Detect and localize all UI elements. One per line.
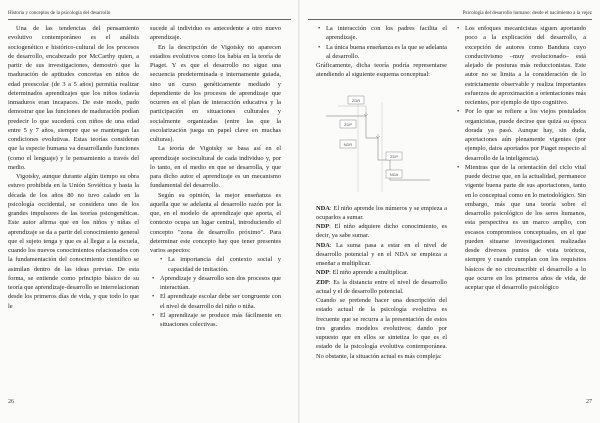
list-item: • El aprendizaje se produce más fácilmente en situaciones colectivas. bbox=[150, 311, 281, 330]
definition-text: : El niño aprende los números y se empieza a ocuparlos a sumar. bbox=[316, 204, 447, 221]
list-item: • Por lo que se refiere a los viejos postulados organicistas, puede decirse que quizá su época dorada ya pasó. Aunque hay, sin duda, aportaciones aún plenamente vigentes (por ejemplo, datos aportados por Piaget respecto al desarrollo de la inteligencia). bbox=[455, 107, 586, 163]
page-number-right: 27 bbox=[586, 399, 592, 405]
models-list bbox=[455, 24, 586, 292]
definition-text: : Es la distancia entre el nivel de desarrollo actual y el de desarrollo potencial. bbox=[316, 278, 447, 295]
definition bbox=[316, 268, 447, 277]
paragraph: Una de las tendencias del pensamiento evolutivo contemporáneo es el análisis sociogenético e histórico-cultural de los procesos de desarrollo, encabezado por McCarthy quien, a partir de sus investigaciones, demostró que la maduración de aptitudes concretas en niños de edad preescolar (de 3 a 5 años) permitía realizar determinados aprendizajes que los niños todavía inmaduros eran incapaces. De este modo, pudo demostrar que las funciones de maduración podían predecir lo que sucederá con niños de una edad entre 5 y 7 años, siempre que se mantengan las condiciones evolutivas. Estas teorías consideran que la especie humana va desarrollando funciones (como el lenguaje) y le pensamiento a través del medio. bbox=[8, 25, 139, 171]
definition-term: ZDP bbox=[316, 278, 329, 286]
page-number-left: 26 bbox=[8, 399, 14, 405]
definition bbox=[316, 204, 447, 223]
list-item: • La interacción con los padres facilita el aprendizaje. bbox=[316, 24, 447, 43]
principles-list bbox=[316, 24, 447, 61]
running-head-right: Psicología del desarrollo humano: desde el nacimiento a la vejez bbox=[462, 11, 592, 16]
definition-term: NDA bbox=[316, 204, 330, 212]
definition bbox=[316, 222, 447, 241]
list-item: • La importancia del contexto social y capacidad de imitación. bbox=[150, 255, 281, 274]
left-column-2 bbox=[150, 24, 281, 389]
definition bbox=[316, 278, 447, 297]
definition-term: NDA bbox=[316, 241, 330, 249]
zdp-diagram bbox=[318, 82, 443, 200]
definition-term: NDP bbox=[316, 269, 330, 277]
paragraph: Vigotsky, aunque durante algún tiempo su obra estuvo prohibida en la Unión Soviética y hasta la década de los años 80 no tuvo calado en la psicología occidental, se considera uno de los grandes impulsores de las teorías psicogenéticas. Este autor afirma que en los niños y niñas el aprendizaje se da a partir del conocimiento general que el sujeto tenga y que es al llegar a la escuela, cuando los nuevos conocimientos relacionados con la fundamentación del conocimiento científico se asimilan dentro de las ideas previas. De esta forma, se entiende como principio básico de su teoría que aprendizaje-desarrollo se interrelacionan desde los primeros días de vida, y que todo lo que le bbox=[8, 173, 139, 310]
definition-text: : La suma pasa a estar en el nivel de desarrollo potencial y en el NDA se empieza a enseñar a multiplicar. bbox=[316, 241, 447, 267]
right-column-1 bbox=[316, 24, 447, 389]
arrow-icon bbox=[376, 134, 380, 138]
paragraph: sucede al individuo es antecedente a otro nuevo aprendizaje. bbox=[150, 25, 281, 42]
paragraph: Cuando se pretende hacer una descripción del estado actual de la psicología evolutiva es frecuente que se recurra a la presentación de estos tres grandes modelos evolutivos; dando por supuesto que en ellos se sintetiza lo que es el estado de la psicología evolutiva contemporánea. No obstante, la situación actual es más compleja: bbox=[316, 297, 447, 360]
diagram-label: ZDR bbox=[351, 97, 361, 103]
running-head-left: Historia y conceptos de la psicología del desarrollo bbox=[8, 11, 111, 16]
list-item: • El aprendizaje escolar debe ser congruente con el nivel de desarrollo del niño o niña. bbox=[150, 292, 281, 311]
diagram-label: NDA bbox=[389, 171, 399, 177]
paragraph: En la descripción de Vigotsky no aparecen estadios evolutivos como los había en la teoría de Piaget. Y es que el desarrollo no sigue una secuencia predeterminada e internamente guiada, sino un curso genéticamente mediado y dependiente de los procesos de aprendizaje que ocurren en el plan de interacción educativa y la participación en situaciones culturales y socialmente organizadas (entre las que la escolarización juega un papel clave en muchas culturas). bbox=[150, 43, 281, 143]
definition-text: : El niño adquiere dicho conocimiento, es decir, ya sabe sumar. bbox=[316, 223, 447, 240]
definition-text: : El niño aprende a multiplicar. bbox=[329, 269, 409, 277]
list-item: • Mientras que de la orientación del ciclo vital puede decirse que, en la actualidad, permanece vigente buena parte de sus aportaciones, tanto en lo conceptual como en lo metodológico. Sin embargo, más que una teoría sobre el desarrollo psicológico de los seres humanos, esta perspectiva es un marco amplio, con escasos compromisos conceptuales, en el que pueden situarse investigaciones realizadas desde diversos puntos de vista teóricos, siempre y cuando cumplan con los requisitos básicos de no circunscribir el desarrollo a lo que ocurre en los primeros años de vida, de aceptar que el desarrollo psicológico bbox=[455, 163, 586, 293]
definition-term: NDP bbox=[316, 223, 330, 230]
diagram-label: ZDP bbox=[344, 121, 352, 127]
aspects-list bbox=[150, 255, 281, 329]
list-item: • Aprendizaje y desarrollo son dos procesos que interactúan. bbox=[150, 274, 281, 293]
list-item: • Los enfoques mecanicistas siguen aportando poco a la explicación del desarrollo, a excepción de autores como Bandura cuyo conductivismo –muy evolucionado– está alejado de posturas más reduccionistas. Este autor no se limita a la consideración de lo estrictamente observable y realiza importantes esfuerzos de aproximación a orientaciones más recientes, por ejemplo de tipo cognitivo. bbox=[455, 24, 586, 107]
definition bbox=[316, 241, 447, 269]
left-column-1 bbox=[8, 24, 139, 389]
arrow-icon bbox=[364, 112, 368, 116]
header-rule bbox=[8, 19, 291, 20]
right-column-2 bbox=[455, 24, 586, 389]
header-rule bbox=[308, 19, 592, 20]
zdp-diagram-svg bbox=[318, 82, 443, 200]
right-page bbox=[300, 0, 600, 423]
list-item: • La única buena enseñanza es la que se adelanta al desarrollo. bbox=[316, 43, 447, 62]
paragraph: Según su opinión, la mejor enseñanza es aquella que se adelanta al desarrollo razón por la que, en el modelo de aprendizaje que aporta, el contexto ocupa un lugar central, introduciendo el concepto "zona de desarrollo próximo". Para determinar este concepto hay que tener presentes varios aspectos: bbox=[150, 191, 281, 254]
diagram-label: NDR bbox=[343, 141, 353, 147]
paragraph: La teoría de Vigotsky se basa así en el aprendizaje sociocultural de cada individuo y, por lo tanto, en el medio en que se desarrolla, y que para dicho autor el aprendizaje es un mecanismo fundamental del desarrollo. bbox=[150, 145, 281, 190]
paragraph: Gráficamente, dicha teoría podría representarse atendiendo al siguiente esquema conceptual: bbox=[316, 62, 447, 79]
diagram-label: ZDP bbox=[390, 153, 398, 159]
staircase-line-upper bbox=[338, 106, 366, 116]
